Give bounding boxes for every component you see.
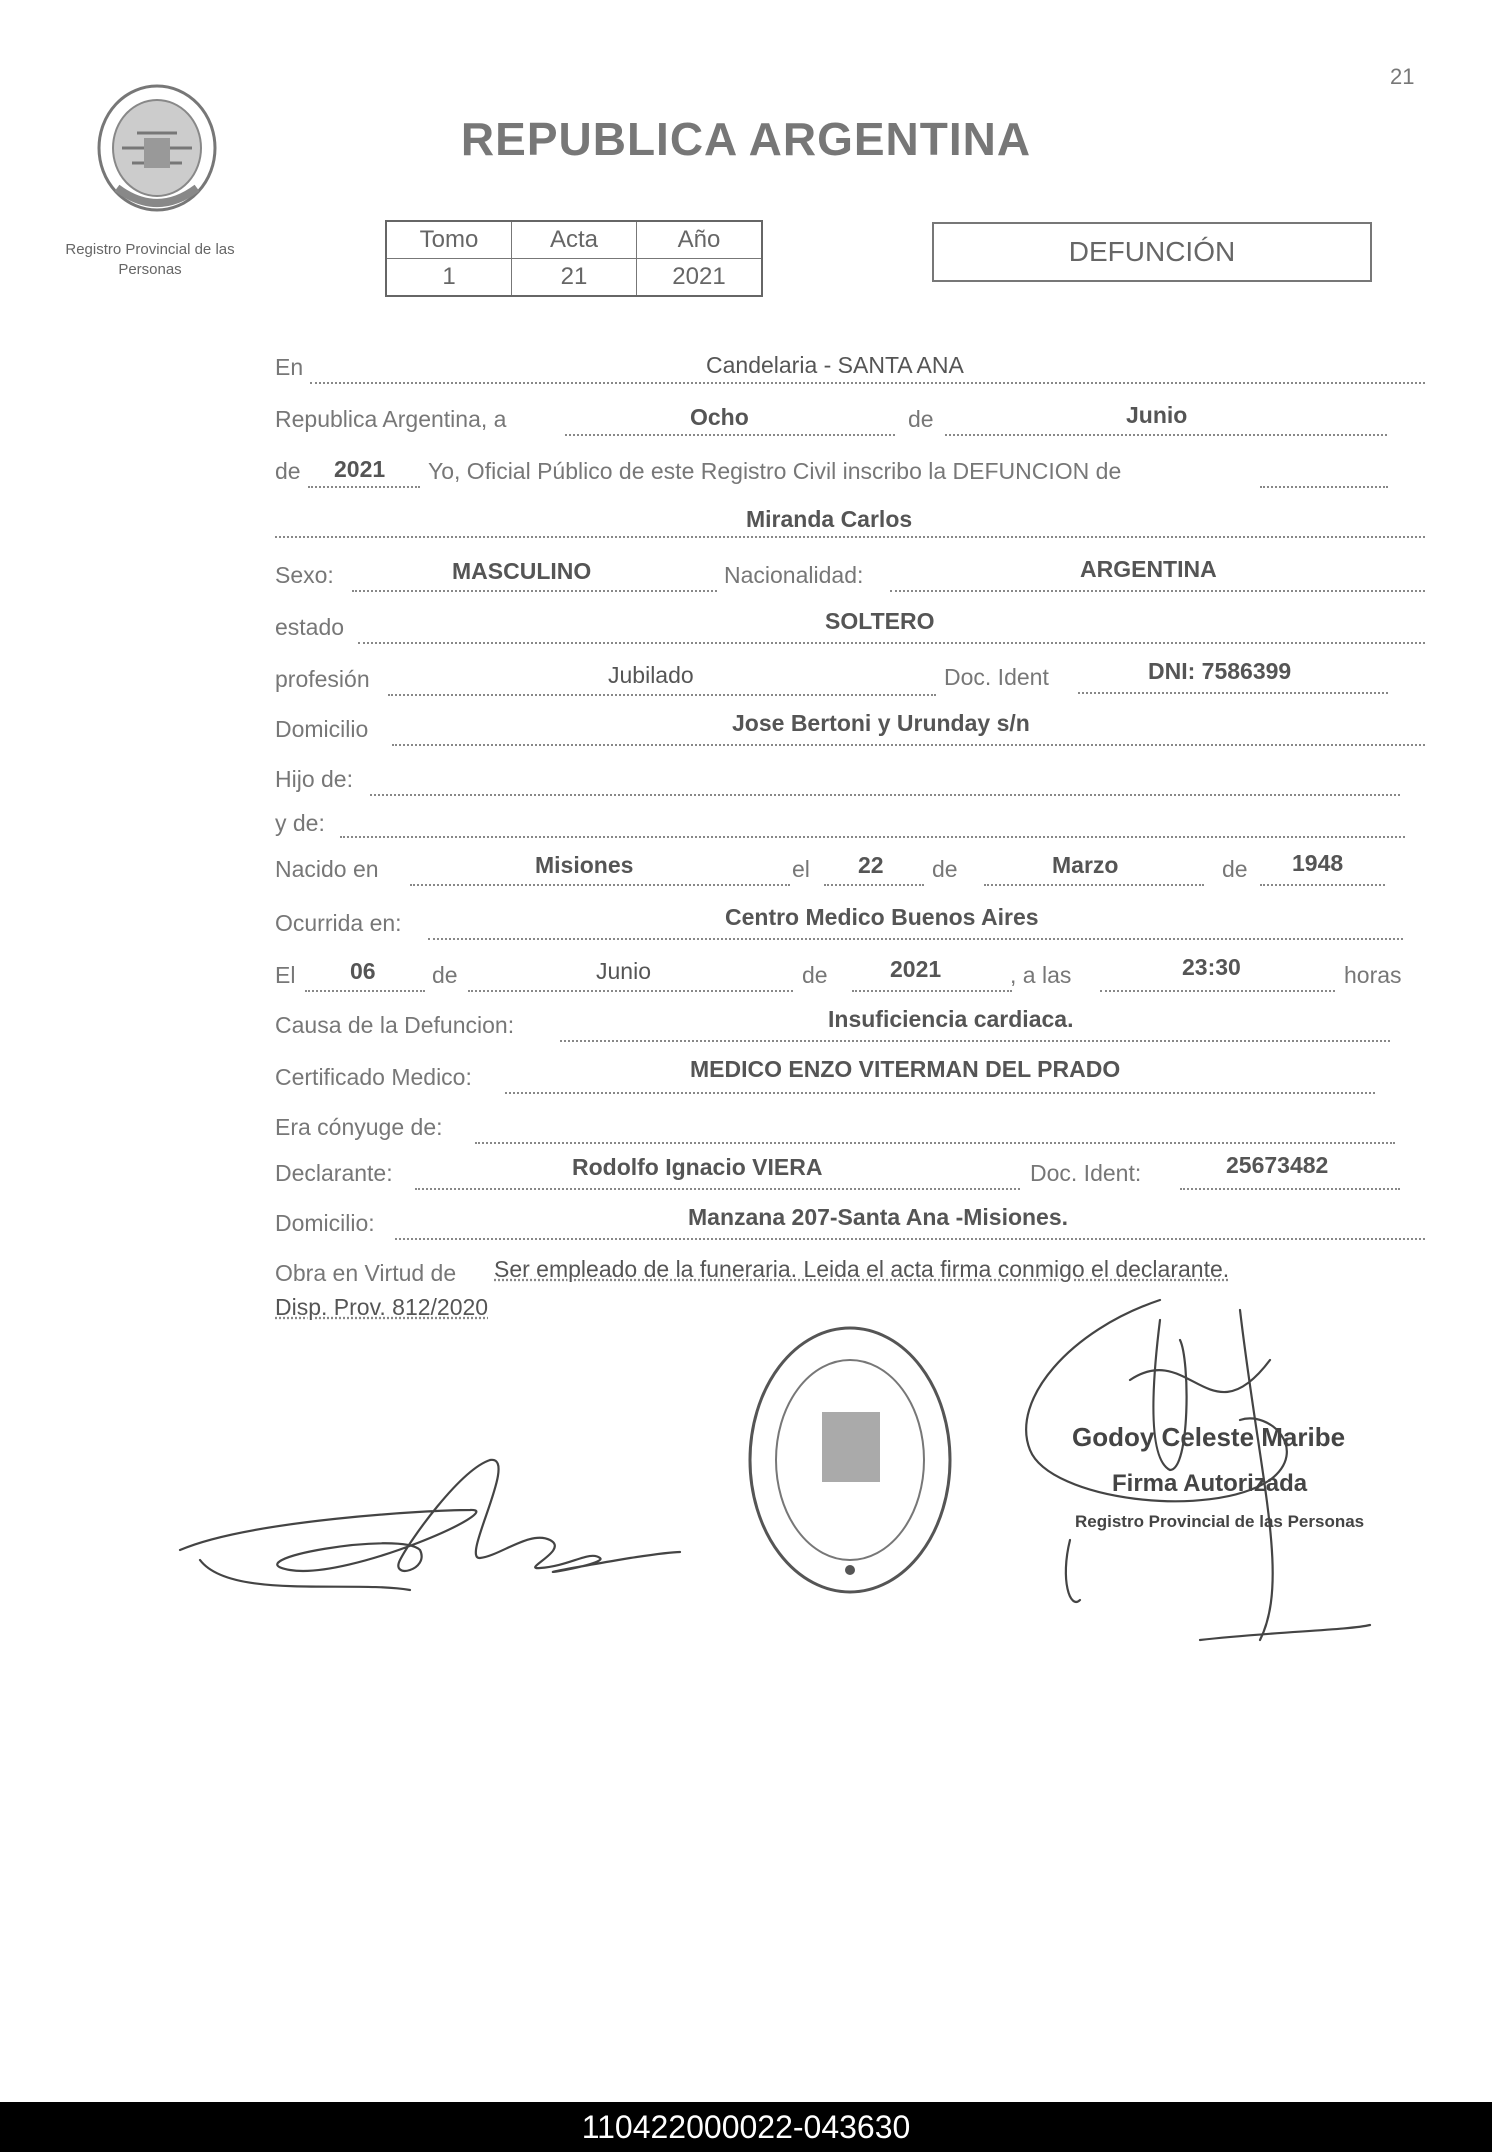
dotted-line — [392, 744, 1425, 746]
official-name: Godoy Celeste Maribe — [1072, 1422, 1346, 1452]
de-label: de — [432, 962, 458, 988]
dotted-line — [945, 434, 1387, 436]
dotted-line — [1180, 1188, 1400, 1190]
de-label: de — [908, 406, 934, 432]
dotted-line — [388, 694, 936, 696]
address-value: Jose Bertoni y Urunday s/n — [732, 710, 1030, 736]
dotted-line — [984, 884, 1204, 886]
dotted-line — [305, 990, 425, 992]
declarante-label: Declarante: — [275, 1160, 393, 1186]
dotted-line — [560, 1040, 1390, 1042]
ocurrida-en-label: Ocurrida en: — [275, 910, 402, 936]
anio-value: 2021 — [637, 259, 763, 297]
declarant-address-value: Manzana 207-Santa Ana -Misiones. — [688, 1204, 1069, 1230]
anio-label: Año — [637, 221, 763, 259]
dotted-line — [1078, 692, 1388, 694]
hijo-de-label: Hijo de: — [275, 766, 353, 792]
dotted-line — [505, 1092, 1375, 1094]
place-of-death-value: Centro Medico Buenos Aires — [725, 904, 1039, 930]
birth-month-value: Marzo — [1052, 852, 1119, 878]
death-time-value: 23:30 — [1182, 954, 1241, 980]
dotted-line — [1260, 486, 1388, 488]
certificado-label: Certificado Medico: — [275, 1064, 472, 1090]
year-value: 2021 — [334, 456, 386, 482]
official-office: Registro Provincial de las Personas — [1075, 1512, 1365, 1531]
sex-value: MASCULINO — [452, 558, 592, 584]
cause-of-death-value: Insuficiencia cardiaca. — [828, 1006, 1074, 1032]
death-month-value: Junio — [596, 958, 651, 984]
declarant-signature — [170, 1440, 690, 1640]
domicilio-label: Domicilio — [275, 716, 369, 742]
de-label: de — [802, 962, 828, 988]
civil-status-value: SOLTERO — [825, 608, 935, 634]
dotted-line — [370, 794, 1400, 796]
dotted-line — [415, 1188, 1020, 1190]
death-year-value: 2021 — [890, 956, 942, 982]
dotted-line — [395, 1238, 1425, 1240]
a-las-label: , a las — [1010, 962, 1072, 988]
y-de-label: y de: — [275, 810, 325, 836]
birth-year-value: 1948 — [1292, 850, 1344, 876]
dotted-line — [310, 382, 1425, 384]
document-barcode-number: 110422000022-043630 — [0, 2102, 1492, 2152]
dotted-line — [340, 836, 1405, 838]
horas-label: horas — [1344, 962, 1402, 988]
dotted-line — [1100, 990, 1335, 992]
birth-day-value: 22 — [858, 852, 884, 878]
registry-name: Registro Provincial de las Personas — [65, 241, 235, 278]
doc-ident-label: Doc. Ident — [944, 664, 1049, 690]
dotted-line — [308, 486, 420, 488]
deceased-name-value: Miranda Carlos — [746, 506, 913, 532]
dotted-line — [352, 590, 717, 592]
yo-oficial-label: Yo, Oficial Público de este Registro Civil inscribo la DEFUNCION de — [428, 458, 1122, 484]
acta-label: Acta — [512, 221, 637, 259]
profesion-label: profesión — [275, 666, 370, 692]
dotted-line — [358, 642, 1425, 644]
dni-value: DNI: 7586399 — [1148, 658, 1292, 684]
nacido-en-label: Nacido en — [275, 856, 379, 882]
registry-round-stamp-icon — [740, 1320, 960, 1600]
causa-label: Causa de la Defuncion: — [275, 1012, 515, 1038]
dotted-line — [468, 990, 793, 992]
month-value: Junio — [1126, 402, 1188, 428]
medical-certificate-value: MEDICO ENZO VITERMAN DEL PRADO — [690, 1056, 1121, 1082]
dotted-line — [890, 590, 1425, 592]
declarant-doc-value: 25673482 — [1226, 1152, 1329, 1178]
el-cap-label: El — [275, 962, 296, 988]
obra-text-value: Ser empleado de la funeraria. Leida el acta firma conmigo el declarante. — [494, 1256, 1230, 1282]
country-title: REPUBLICA ARGENTINA — [460, 113, 1032, 165]
dotted-line — [565, 434, 895, 436]
domicilio2-label: Domicilio: — [275, 1210, 375, 1236]
nacionalidad-label: Nacionalidad: — [724, 562, 864, 588]
dotted-line — [1260, 884, 1385, 886]
tomo-value: 1 — [386, 259, 512, 297]
tomo-label: Tomo — [386, 221, 512, 259]
dotted-line — [275, 536, 1425, 538]
nationality-value: ARGENTINA — [1080, 556, 1217, 582]
republica-label: Republica Argentina, a — [275, 406, 507, 432]
de-label: de — [932, 856, 958, 882]
dotted-line — [475, 1142, 1395, 1144]
declarant-value: Rodolfo Ignacio VIERA — [572, 1154, 823, 1180]
estado-label: estado — [275, 614, 345, 640]
dotted-line — [852, 990, 1012, 992]
obra-label: Obra en Virtud de — [275, 1260, 457, 1286]
page-number: 21 — [1390, 64, 1415, 89]
sexo-label: Sexo: — [275, 562, 334, 588]
death-day-value: 06 — [350, 958, 376, 984]
place-value: Candelaria - SANTA ANA — [706, 352, 964, 378]
dotted-line — [410, 884, 790, 886]
de-label: de — [275, 458, 301, 484]
dotted-line — [824, 884, 924, 886]
acta-value: 21 — [512, 259, 637, 297]
official-role: Firma Autorizada — [1112, 1470, 1308, 1497]
day-text-value: Ocho — [690, 404, 749, 430]
en-label: En — [275, 354, 304, 380]
doc-ident2-label: Doc. Ident: — [1030, 1160, 1142, 1186]
volume-record-year-table — [385, 220, 763, 297]
disposition-value: Disp. Prov. 812/2020 — [275, 1294, 489, 1320]
de-label: de — [1222, 856, 1248, 882]
el-label: el — [792, 856, 810, 882]
dotted-line — [428, 938, 1403, 940]
birthplace-value: Misiones — [535, 852, 634, 878]
record-type: DEFUNCIÓN — [932, 222, 1372, 282]
profession-value: Jubilado — [608, 662, 694, 688]
conyuge-label: Era cónyuge de: — [275, 1114, 443, 1140]
